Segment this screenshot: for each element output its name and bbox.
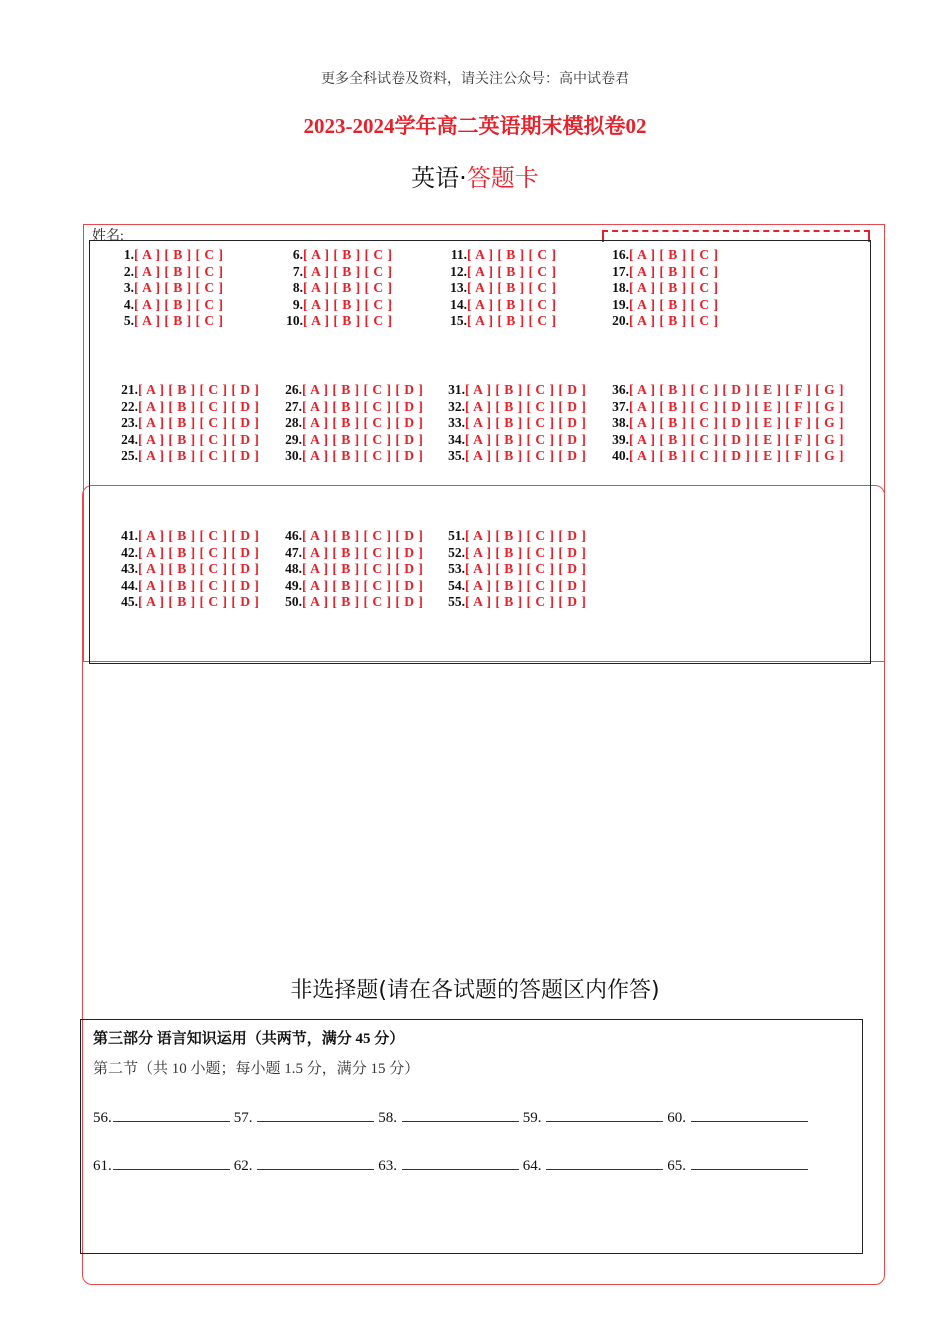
- answer-options[interactable]: [ A ] [ B ] [ C ]: [134, 313, 224, 329]
- answer-options[interactable]: [ A ] [ B ] [ C ] [ D ]: [465, 544, 587, 560]
- answer-options[interactable]: [ A ] [ B ] [ C ]: [303, 280, 393, 296]
- question-row: [445, 415, 586, 432]
- question-row: [118, 382, 259, 399]
- question-number: 39.: [612, 431, 629, 447]
- question-row: [282, 448, 423, 465]
- blank-number: 56.: [93, 1110, 112, 1126]
- subject-label: 英语: [411, 164, 460, 192]
- answer-blank[interactable]: [691, 1107, 808, 1122]
- answer-options[interactable]: [ A ] [ B ] [ C ] [ D ]: [465, 448, 587, 464]
- question-number: 31.: [448, 382, 465, 397]
- answer-options[interactable]: [ A ] [ B ] [ C ]: [303, 296, 393, 312]
- blank-item: [378, 1155, 519, 1175]
- question-number: 36.: [612, 382, 629, 397]
- blank-number: 62.: [233, 1158, 257, 1174]
- mc-column: [282, 528, 423, 611]
- blank-item: [667, 1107, 808, 1127]
- question-row: [445, 432, 586, 449]
- question-number: 38.: [612, 415, 629, 431]
- question-row: [609, 432, 844, 449]
- question-number: 24.: [121, 431, 138, 447]
- answer-options[interactable]: [ A ] [ B ] [ C ] [ D ]: [302, 577, 424, 593]
- question-row: [118, 313, 224, 330]
- answer-blank[interactable]: [402, 1155, 519, 1170]
- mc-column: [282, 247, 393, 330]
- question-row: [609, 313, 719, 330]
- answer-options[interactable]: [ A ] [ B ] [ C ] [ D ]: [465, 528, 587, 543]
- question-row: [282, 264, 393, 281]
- question-row: [445, 578, 586, 595]
- question-row: [609, 247, 719, 264]
- question-row: [609, 415, 844, 432]
- blank-item: [93, 1107, 230, 1127]
- promo-notice: 更多全科试卷及资料，请关注公众号：高中试卷君: [321, 72, 629, 87]
- question-number: 10.: [286, 313, 303, 329]
- question-row: [282, 528, 423, 545]
- question-number: 49.: [285, 577, 302, 593]
- question-row: [609, 297, 719, 314]
- question-row: [118, 528, 259, 545]
- question-row: [118, 297, 224, 314]
- question-row: [118, 264, 224, 281]
- question-row: [118, 399, 259, 416]
- answer-options[interactable]: [ A ] [ B ] [ C ] [ D ]: [302, 415, 424, 431]
- answer-options[interactable]: [ A ] [ B ] [ C ]: [303, 247, 393, 262]
- question-number: 53.: [448, 561, 465, 577]
- question-number: 45.: [121, 594, 138, 610]
- question-number: 26.: [285, 382, 302, 397]
- question-row: [445, 264, 557, 281]
- answer-options[interactable]: [ A ] [ B ] [ C ] [ D ] [ E ] [ F ] [ G ]: [629, 448, 844, 464]
- answer-blank[interactable]: [113, 1107, 230, 1122]
- blank-row: [93, 1155, 812, 1175]
- question-number: 3.: [123, 280, 134, 296]
- answer-blank[interactable]: [546, 1155, 663, 1170]
- question-row: [445, 247, 557, 264]
- answer-options[interactable]: [ A ] [ B ] [ C ] [ D ]: [302, 528, 424, 543]
- question-number: 32.: [448, 398, 465, 414]
- question-number: 35.: [448, 448, 465, 464]
- answer-options[interactable]: [ A ] [ B ] [ C ] [ D ] [ E ] [ F ] [ G ]: [629, 382, 844, 397]
- question-number: 41.: [121, 528, 138, 543]
- answer-options[interactable]: [ A ] [ B ] [ C ]: [629, 313, 719, 329]
- question-row: [118, 247, 224, 264]
- question-row: [118, 594, 259, 611]
- question-number: 1.: [123, 247, 134, 262]
- section-two-title: 第二节（共 10 小题；每小题 1.5 分，满分 15 分）: [93, 1061, 420, 1077]
- question-row: [282, 382, 423, 399]
- question-number: 33.: [448, 415, 465, 431]
- answer-options[interactable]: [ A ] [ B ] [ C ] [ D ]: [302, 382, 424, 397]
- question-row: [445, 528, 586, 545]
- answer-options[interactable]: [ A ] [ B ] [ C ]: [134, 263, 224, 279]
- question-row: [445, 399, 586, 416]
- question-number: 17.: [612, 263, 629, 279]
- exam-title: 2023-2024学年高二英语期末模拟卷02: [303, 114, 647, 138]
- question-row: [445, 448, 586, 465]
- question-row: [118, 415, 259, 432]
- answer-options[interactable]: [ A ] [ B ] [ C ] [ D ]: [138, 561, 260, 577]
- question-number: 46.: [285, 528, 302, 543]
- blank-number: 57.: [233, 1110, 257, 1126]
- question-row: [445, 382, 586, 399]
- answer-options[interactable]: [ A ] [ B ] [ C ]: [134, 296, 224, 312]
- question-row: [445, 561, 586, 578]
- question-row: [282, 594, 423, 611]
- answer-options[interactable]: [ A ] [ B ] [ C ] [ D ]: [465, 594, 587, 610]
- question-row: [282, 399, 423, 416]
- mc-column: [609, 247, 719, 330]
- blank-number: 61.: [93, 1158, 112, 1174]
- answer-options[interactable]: [ A ] [ B ] [ C ]: [629, 296, 719, 312]
- question-row: [282, 313, 393, 330]
- mc-column: [445, 247, 557, 330]
- non-choice-heading: 非选择题(请在各试题的答题区内作答): [290, 978, 660, 1003]
- question-number: 29.: [285, 431, 302, 447]
- question-row: [282, 545, 423, 562]
- mc-column: [445, 528, 586, 611]
- answer-options[interactable]: [ A ] [ B ] [ C ] [ D ]: [138, 431, 260, 447]
- question-number: 23.: [121, 415, 138, 431]
- blank-row: [93, 1107, 812, 1127]
- answer-options[interactable]: [ A ] [ B ] [ C ] [ D ]: [465, 382, 587, 397]
- answer-options[interactable]: [ A ] [ B ] [ C ] [ D ]: [302, 544, 424, 560]
- question-row: [609, 448, 844, 465]
- question-number: 28.: [285, 415, 302, 431]
- mc-column: [118, 247, 224, 330]
- question-number: 14.: [450, 296, 467, 312]
- answer-blank[interactable]: [691, 1155, 808, 1170]
- answer-options[interactable]: [ A ] [ B ] [ C ]: [467, 296, 557, 312]
- blank-item: [667, 1155, 808, 1175]
- question-number: 42.: [121, 544, 138, 560]
- answer-options[interactable]: [ A ] [ B ] [ C ]: [629, 280, 719, 296]
- question-number: 48.: [285, 561, 302, 577]
- question-number: 37.: [612, 398, 629, 414]
- mc-column: [609, 382, 844, 465]
- question-number: 22.: [121, 398, 138, 414]
- answer-blank[interactable]: [546, 1107, 663, 1122]
- question-row: [118, 545, 259, 562]
- blank-number: 65.: [667, 1158, 690, 1174]
- answer-options[interactable]: [ A ] [ B ] [ C ] [ D ] [ E ] [ F ] [ G ]: [629, 431, 844, 447]
- question-number: 15.: [450, 313, 467, 329]
- answer-options[interactable]: [ A ] [ B ] [ C ] [ D ] [ E ] [ F ] [ G ]: [629, 415, 844, 431]
- blank-number: 64.: [522, 1158, 546, 1174]
- answer-options[interactable]: [ A ] [ B ] [ C ] [ D ] [ E ] [ F ] [ G ]: [629, 398, 844, 414]
- question-row: [609, 399, 844, 416]
- question-row: [445, 594, 586, 611]
- question-row: [609, 280, 719, 297]
- mc-column: [282, 382, 423, 465]
- question-row: [282, 247, 393, 264]
- question-number: 2.: [123, 263, 134, 279]
- answer-options[interactable]: [ A ] [ B ] [ C ] [ D ]: [302, 431, 424, 447]
- question-row: [609, 264, 719, 281]
- blank-item: [523, 1107, 664, 1127]
- question-row: [118, 448, 259, 465]
- answer-blank[interactable]: [402, 1107, 519, 1122]
- blank-number: 58.: [378, 1110, 401, 1126]
- question-number: 13.: [450, 280, 467, 296]
- answer-options[interactable]: [ A ] [ B ] [ C ]: [629, 263, 719, 279]
- question-number: 4.: [123, 296, 134, 312]
- answer-options[interactable]: [ A ] [ B ] [ C ] [ D ]: [138, 415, 260, 431]
- answer-options[interactable]: [ A ] [ B ] [ C ] [ D ]: [138, 398, 260, 414]
- part-three-title: 第三部分 语言知识运用（共两节，满分 45 分）: [93, 1031, 405, 1047]
- answer-options[interactable]: [ A ] [ B ] [ C ]: [134, 280, 224, 296]
- card-label: 答题卡: [466, 164, 539, 192]
- answer-options[interactable]: [ A ] [ B ] [ C ] [ D ]: [465, 398, 587, 414]
- answer-options[interactable]: [ A ] [ B ] [ C ] [ D ]: [465, 561, 587, 577]
- answer-blank[interactable]: [257, 1155, 374, 1170]
- answer-card-title: [0, 158, 950, 193]
- question-row: [609, 382, 844, 399]
- question-row: [282, 280, 393, 297]
- question-row: [282, 432, 423, 449]
- question-number: 47.: [285, 544, 302, 560]
- question-number: 12.: [450, 263, 467, 279]
- part-three-box: [80, 1019, 863, 1254]
- question-row: [118, 432, 259, 449]
- blank-item: [523, 1155, 664, 1175]
- answer-options[interactable]: [ A ] [ B ] [ C ]: [467, 263, 557, 279]
- answer-options[interactable]: [ A ] [ B ] [ C ]: [467, 313, 557, 329]
- mc-column: [445, 382, 586, 465]
- answer-options[interactable]: [ A ] [ B ] [ C ] [ D ]: [465, 577, 587, 593]
- question-number: 6.: [292, 247, 303, 262]
- question-row: [282, 297, 393, 314]
- question-number: 11.: [450, 247, 467, 262]
- question-number: 50.: [285, 594, 302, 610]
- question-row: [118, 280, 224, 297]
- question-number: 30.: [285, 448, 302, 464]
- mc-column: [118, 382, 259, 465]
- answer-options[interactable]: [ A ] [ B ] [ C ] [ D ]: [138, 594, 260, 610]
- question-number: 55.: [448, 594, 465, 610]
- question-row: [445, 280, 557, 297]
- answer-options[interactable]: [ A ] [ B ] [ C ]: [134, 247, 224, 262]
- blank-item: [378, 1107, 519, 1127]
- question-row: [445, 297, 557, 314]
- question-number: 43.: [121, 561, 138, 577]
- blank-number: 60.: [667, 1110, 690, 1126]
- question-number: 44.: [121, 577, 138, 593]
- answer-options[interactable]: [ A ] [ B ] [ C ] [ D ]: [302, 398, 424, 414]
- answer-options[interactable]: [ A ] [ B ] [ C ] [ D ]: [302, 561, 424, 577]
- question-number: 8.: [292, 280, 303, 296]
- question-number: 34.: [448, 431, 465, 447]
- blank-item: [234, 1107, 375, 1127]
- title-separator: ·: [459, 164, 467, 192]
- answer-options[interactable]: [ A ] [ B ] [ C ] [ D ]: [302, 448, 424, 464]
- blank-number: 59.: [522, 1110, 546, 1126]
- blank-item: [93, 1155, 230, 1175]
- question-number: 40.: [612, 448, 629, 464]
- question-number: 27.: [285, 398, 302, 414]
- blank-item: [234, 1155, 375, 1175]
- question-number: 7.: [292, 263, 303, 279]
- answer-options[interactable]: [ A ] [ B ] [ C ]: [303, 313, 393, 329]
- name-label: 姓名:: [92, 229, 124, 244]
- answer-options[interactable]: [ A ] [ B ] [ C ] [ D ]: [138, 577, 260, 593]
- answer-options[interactable]: [ A ] [ B ] [ C ]: [629, 247, 719, 262]
- answer-options[interactable]: [ A ] [ B ] [ C ]: [467, 280, 557, 296]
- answer-options[interactable]: [ A ] [ B ] [ C ]: [303, 263, 393, 279]
- answer-options[interactable]: [ A ] [ B ] [ C ] [ D ]: [465, 415, 587, 431]
- question-row: [118, 578, 259, 595]
- mc-column: [118, 528, 259, 611]
- question-number: 5.: [123, 313, 134, 329]
- question-number: 25.: [121, 448, 138, 464]
- question-number: 51.: [448, 528, 465, 543]
- question-row: [282, 561, 423, 578]
- question-number: 21.: [121, 382, 138, 397]
- answer-options[interactable]: [ A ] [ B ] [ C ]: [467, 247, 557, 262]
- question-row: [282, 415, 423, 432]
- answer-blank[interactable]: [257, 1107, 374, 1122]
- answer-options[interactable]: [ A ] [ B ] [ C ] [ D ]: [302, 594, 424, 610]
- question-number: 19.: [612, 296, 629, 312]
- answer-options[interactable]: [ A ] [ B ] [ C ] [ D ]: [138, 382, 260, 397]
- answer-options[interactable]: [ A ] [ B ] [ C ] [ D ]: [138, 448, 260, 464]
- question-row: [282, 578, 423, 595]
- question-row: [118, 561, 259, 578]
- question-number: 18.: [612, 280, 629, 296]
- blank-number: 63.: [378, 1158, 401, 1174]
- question-number: 52.: [448, 544, 465, 560]
- answer-blank[interactable]: [113, 1155, 230, 1170]
- question-number: 16.: [612, 247, 629, 262]
- answer-options[interactable]: [ A ] [ B ] [ C ] [ D ]: [138, 544, 260, 560]
- question-row: [445, 313, 557, 330]
- question-number: 20.: [612, 313, 629, 329]
- question-number: 54.: [448, 577, 465, 593]
- question-number: 9.: [292, 296, 303, 312]
- answer-options[interactable]: [ A ] [ B ] [ C ] [ D ]: [465, 431, 587, 447]
- answer-options[interactable]: [ A ] [ B ] [ C ] [ D ]: [138, 528, 260, 543]
- question-row: [445, 545, 586, 562]
